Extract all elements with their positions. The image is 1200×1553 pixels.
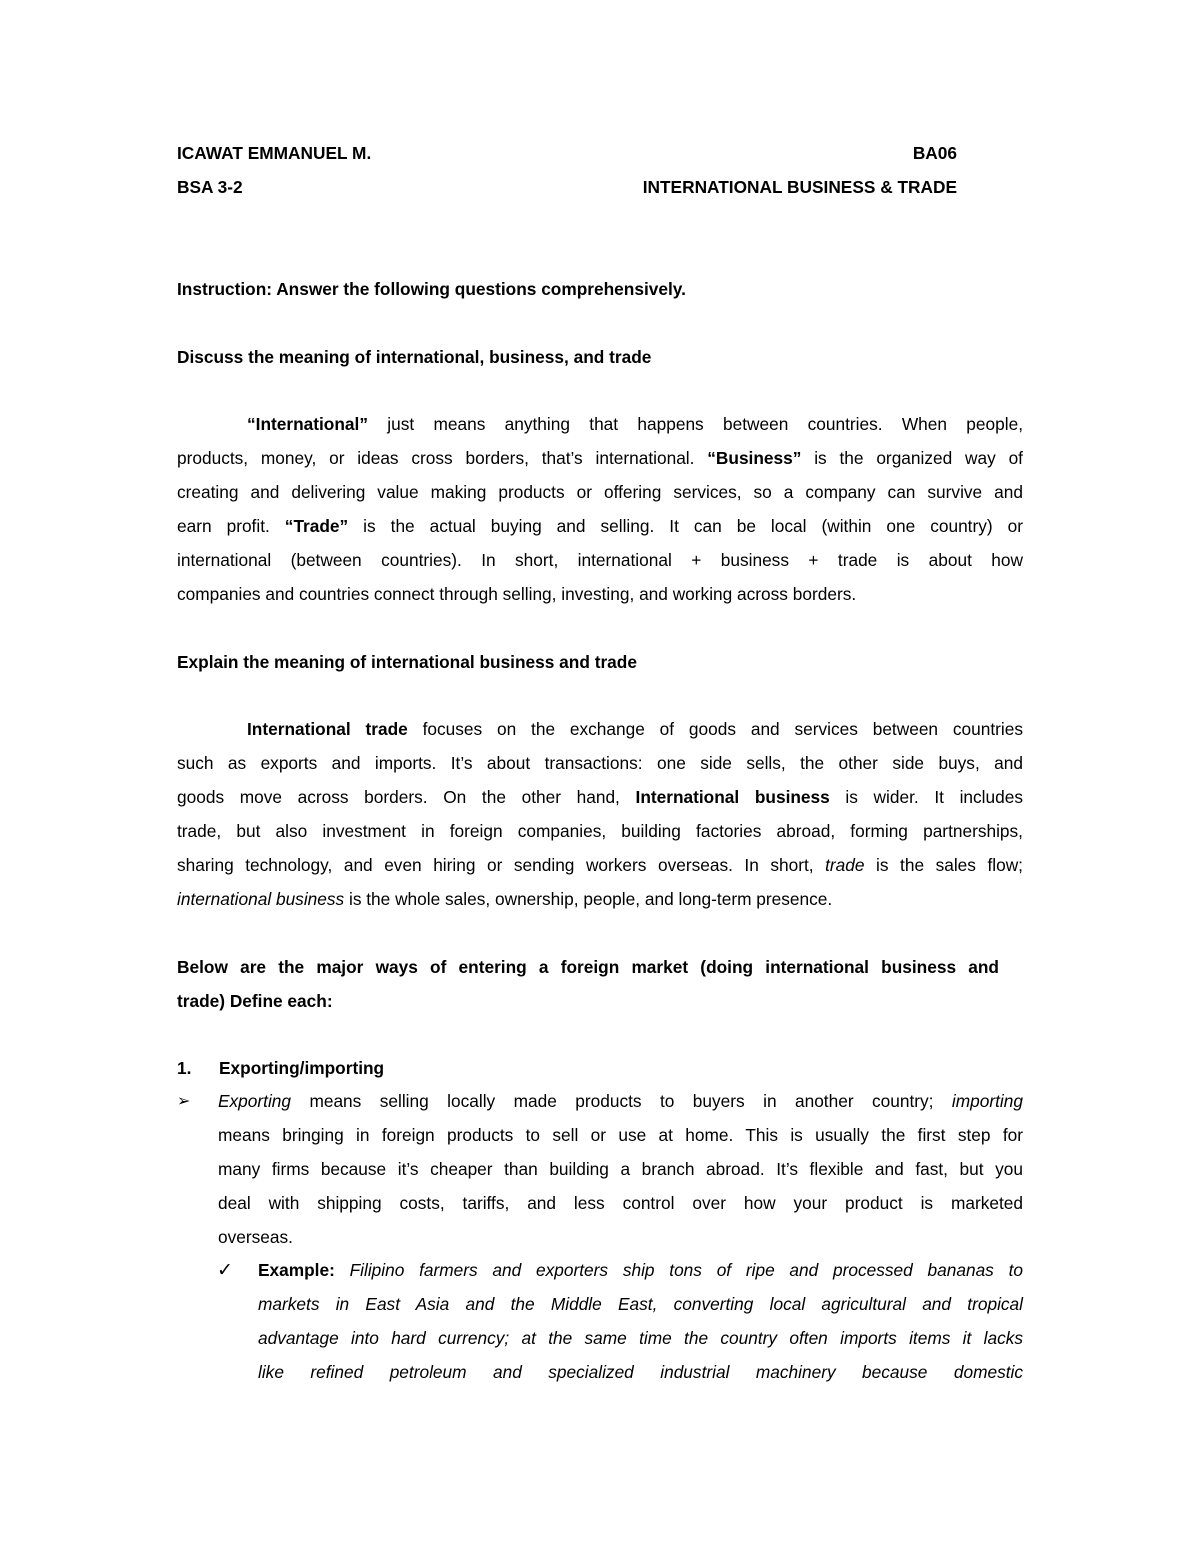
item1-line-2: means bringing in foreign products to sell or use at home. This is usually the first step for xyxy=(218,1125,1023,1145)
q1-paragraph-line-1: “International” just means anything that happens between countries. When people, xyxy=(247,414,1023,434)
course-title: INTERNATIONAL BUSINESS & TRADE xyxy=(642,177,957,197)
student-name: ICAWAT EMMANUEL M. xyxy=(177,143,372,163)
q1-paragraph-line-2: products, money, or ideas cross borders, that’s international. “Business” is the organized way of xyxy=(177,448,1023,468)
q1-paragraph-line-3: creating and delivering value making products or offering services, so a company can survive and xyxy=(177,482,1023,502)
q1-paragraph-line-6: companies and countries connect through selling, investing, and working across borders. xyxy=(177,584,857,604)
example-line-4: like refined petroleum and specialized industrial machinery because domestic xyxy=(258,1362,1023,1382)
item-title: Exporting/importing xyxy=(219,1058,385,1078)
q3-heading-line-2: trade) Define each: xyxy=(177,991,333,1011)
q1-paragraph-line-5: international (between countries). In short, international + business + trade is about how xyxy=(177,550,1023,570)
q2-paragraph-line-4: trade, but also investment in foreign companies, building factories abroad, forming partnerships, xyxy=(177,821,1023,841)
checkmark-bullet-icon: ✓ xyxy=(217,1260,233,1281)
q3-heading-line-1: Below are the major ways of entering a foreign market (doing international business and xyxy=(177,957,999,977)
q1-heading: Discuss the meaning of international, business, and trade xyxy=(177,347,652,367)
course-code: BA06 xyxy=(912,143,957,163)
student-section: BSA 3-2 xyxy=(177,177,243,197)
arrow-bullet-icon: ➢ xyxy=(177,1093,191,1110)
item-number: 1. xyxy=(177,1058,192,1078)
header-row-1 xyxy=(177,143,957,165)
example-line-3: advantage into hard currency; at the same time the country often imports items it lacks xyxy=(258,1328,1023,1348)
q2-paragraph-line-6: international business is the whole sales, ownership, people, and long-term presence. xyxy=(177,889,833,909)
header-row-2 xyxy=(177,177,957,199)
q2-paragraph-line-5: sharing technology, and even hiring or sending workers overseas. In short, trade is the sales flow; xyxy=(177,855,1023,875)
item1-line-1: Exporting means selling locally made products to buyers in another country; importing xyxy=(218,1091,1023,1111)
q2-heading: Explain the meaning of international business and trade xyxy=(177,652,637,672)
item1-line-4: deal with shipping costs, tariffs, and less control over how your product is marketed xyxy=(218,1193,1023,1213)
instruction-text: Instruction: Answer the following questions comprehensively. xyxy=(177,279,686,299)
example-line-1: Example: Filipino farmers and exporters ship tons of ripe and processed bananas to xyxy=(258,1260,1023,1280)
q2-paragraph-line-3: goods move across borders. On the other hand, International business is wider. It includes xyxy=(177,787,1023,807)
q2-paragraph-line-1: International trade focuses on the exchange of goods and services between countries xyxy=(247,719,1023,739)
example-line-2: markets in East Asia and the Middle East, converting local agricultural and tropical xyxy=(258,1294,1023,1314)
item1-line-5: overseas. xyxy=(218,1227,293,1247)
item1-line-3: many firms because it’s cheaper than building a branch abroad. It’s flexible and fast, but you xyxy=(218,1159,1023,1179)
q1-paragraph-line-4: earn profit. “Trade” is the actual buying and selling. It can be local (within one country) or xyxy=(177,516,1023,536)
q2-paragraph-line-2: such as exports and imports. It’s about transactions: one side sells, the other side buys, and xyxy=(177,753,1023,773)
